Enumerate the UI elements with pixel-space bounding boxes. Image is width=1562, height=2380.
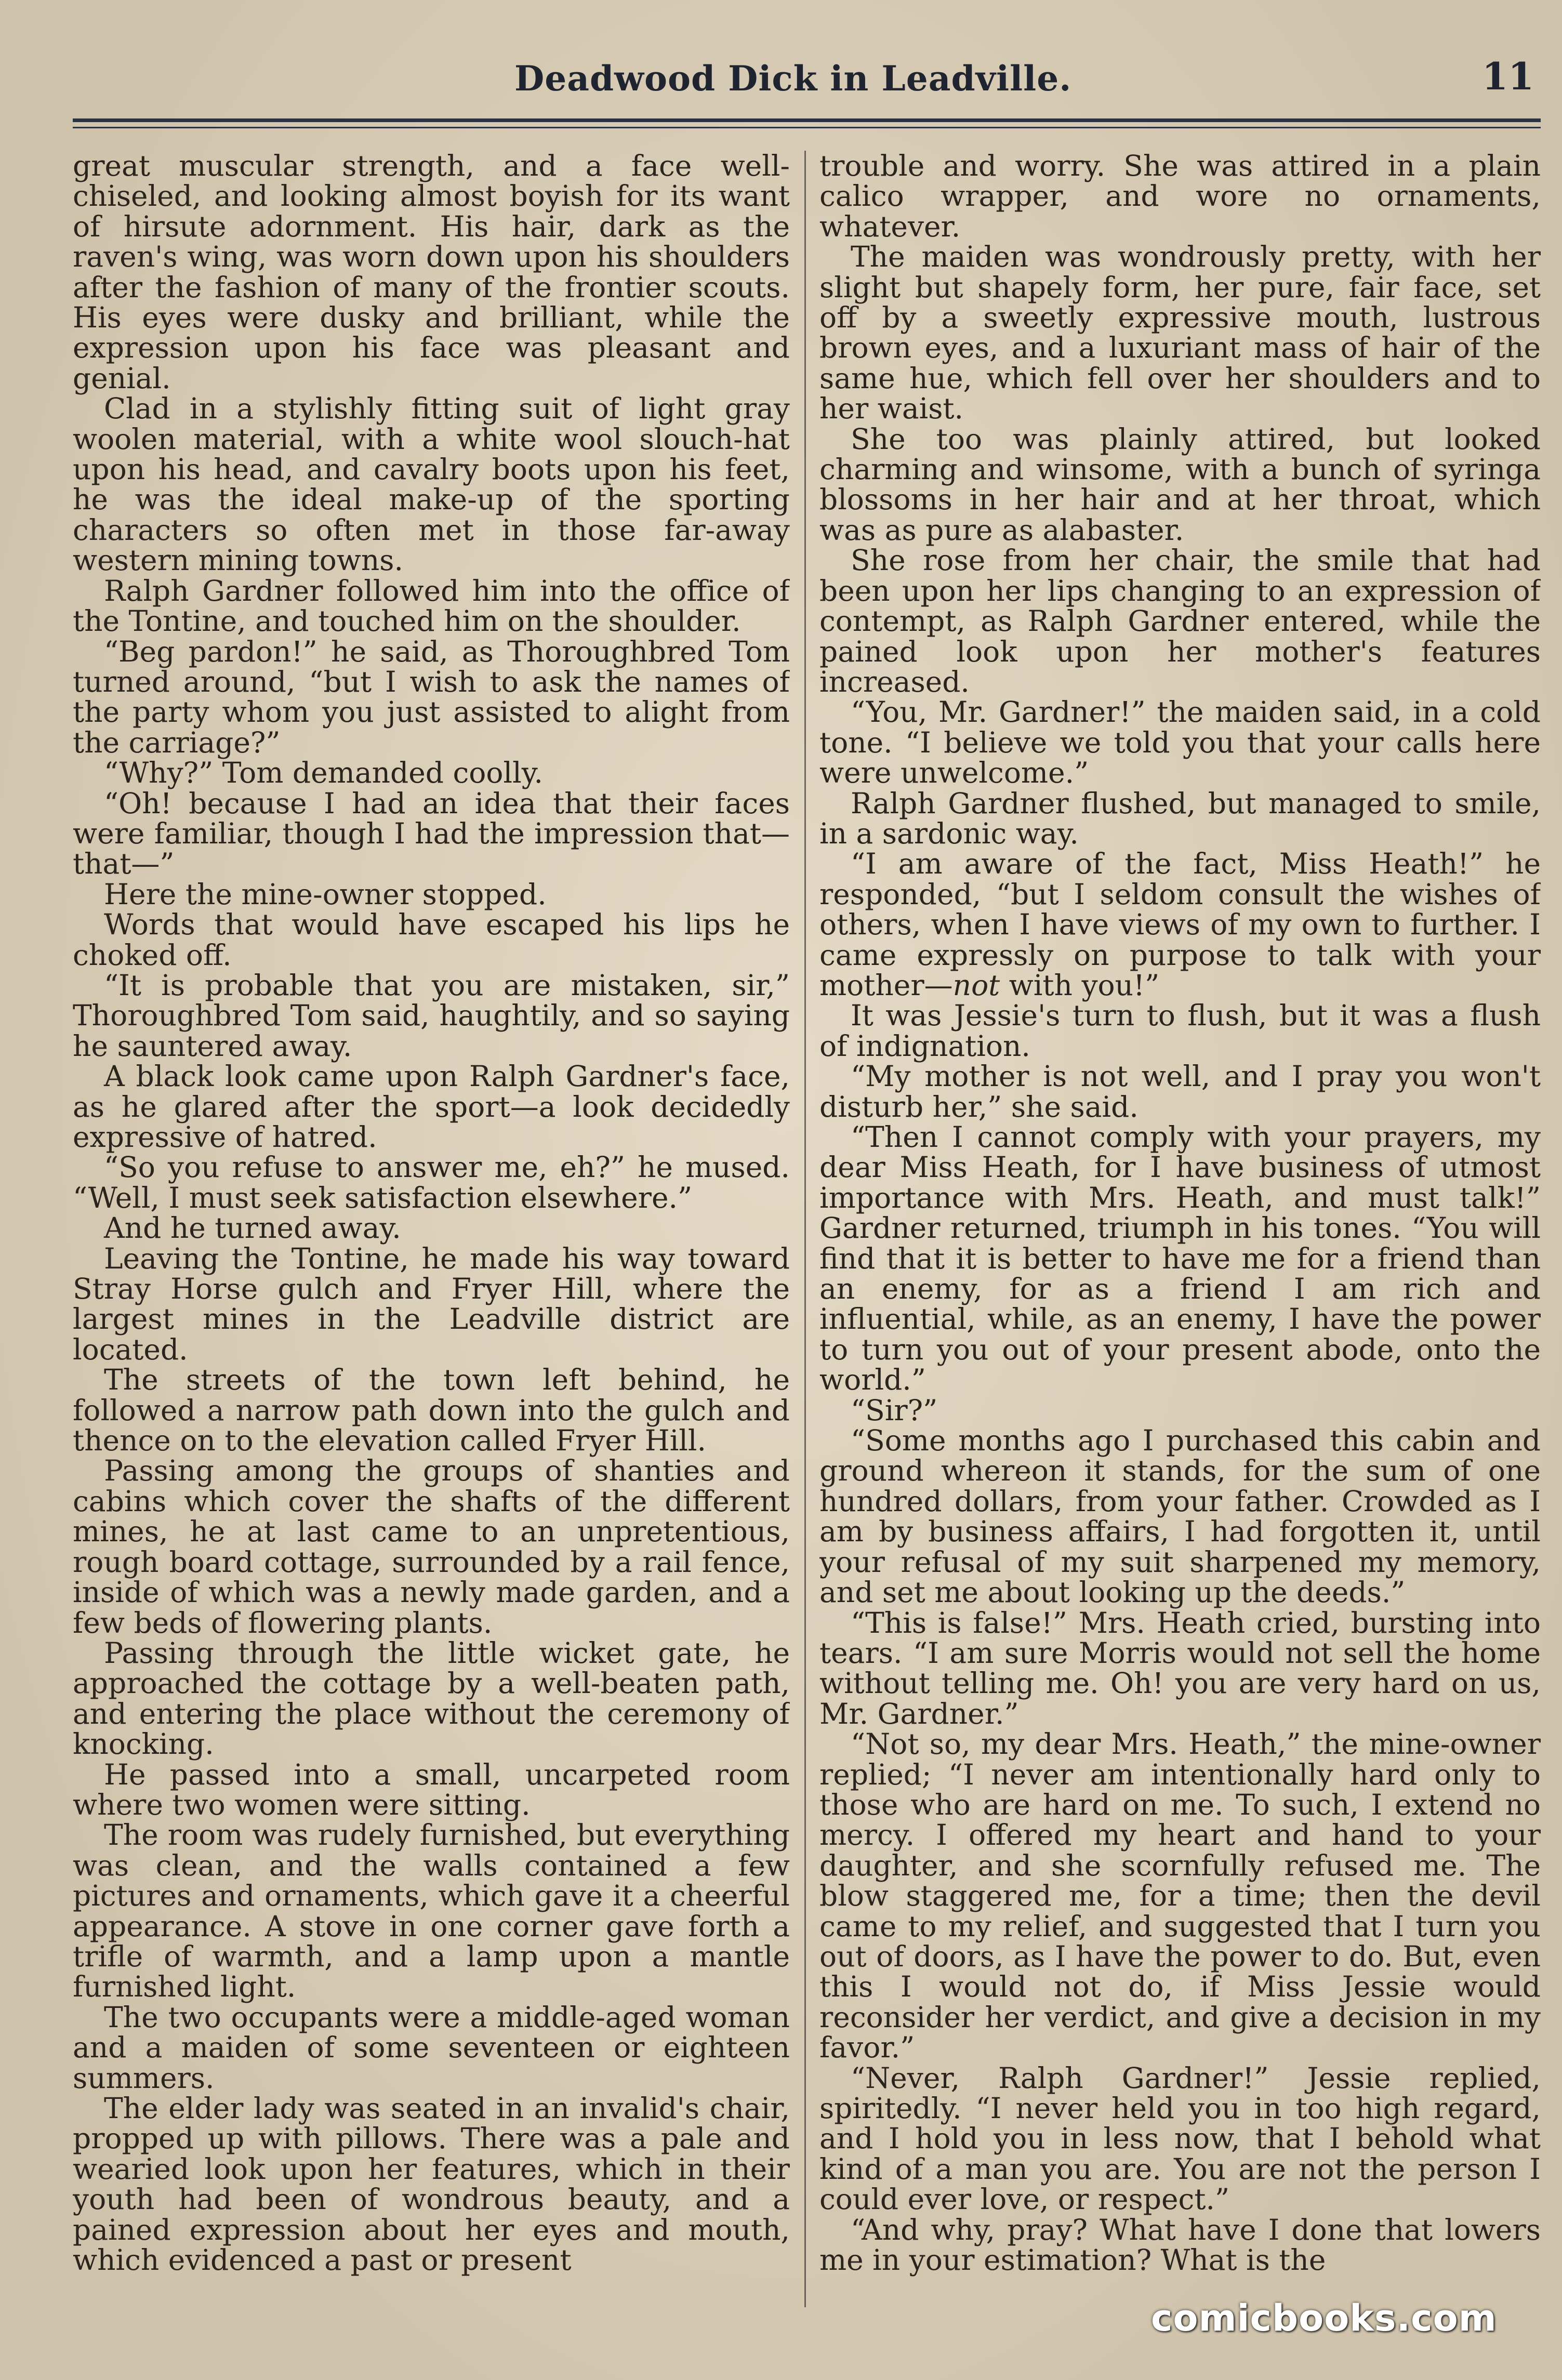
paragraph: She rose from her chair, the smile that had been upon her lips changing to an expression of contempt, as Ralph Gardner entered, while the pained look upon her mother's features increased. <box>819 544 1541 698</box>
paragraph: Words that would have escaped his lips he choked off. <box>73 908 790 972</box>
paragraph: “Not so, my dear Mrs. Heath,” the mine-owner replied; “I never am intentionally hard only to those who are hard on me. To such, I extend no mercy. I offered my heart and hand to your daughter, and she scornfully refused me. The blow staggered me, for a time; then the devil came to my relief, and suggested that I turn you out of doors, as I have the power to do. But, even this I would not do, if Miss Jessie would reconsider her verdict, and give a decision in my favor.” <box>819 1727 1541 2065</box>
paragraph: great muscular strength, and a face well-chiseled, and looking almost boyish for its want of hirsute adornment. His hair, dark as the raven's wing, was worn down upon his shoulders after the fashion of many of the frontier scouts. His eyes were dusky and brilliant, while the expression upon his face was pleasant and genial. <box>73 151 790 395</box>
running-title: Deadwood Dick in Leadville. <box>514 58 1072 99</box>
paragraph: Ralph Gardner flushed, but managed to smile, in a sardonic way. <box>819 786 1541 850</box>
paragraph: “And why, pray? What have I done that lowers me in your estimation? What is the <box>819 2213 1541 2277</box>
paragraph: “Sir?” <box>851 1393 938 1427</box>
paragraph: “Oh! because I had an idea that their faces were familiar, though I had the impression that—that—” <box>73 786 790 881</box>
paragraph: “Some months ago I purchased this cabin and ground whereon it stands, for the sum of one hundred dollars, from your father. Crowded as I am by business affairs, I had forgotten it, until your refusal of my suit sharpened my memory, and set me about looking up the deeds.” <box>819 1424 1541 1609</box>
paragraph: “My mother is not well, and I pray you won't disturb her,” she said. <box>819 1060 1541 1123</box>
left-column <box>73 151 790 2301</box>
column-divider <box>804 151 806 2307</box>
paragraph: The maiden was wondrously pretty, with her slight but shapely form, her pure, fair face, set off by a sweetly expressive mouth, lustrous brown eyes, and a luxuriant mass of hair of the same hue, which fell over her shoulders and to her waist. <box>819 240 1541 426</box>
paragraph: Here the mine-owner stopped. <box>104 877 547 911</box>
paragraph: “I am aware of the fact, Miss Heath!” he responded, “but I seldom consult the wishes of others, when I have views of my own to further. I came expressly on purpose to talk with your mother—not with you!” <box>819 847 1541 1002</box>
paragraph: trouble and worry. She was attired in a plain calico wrapper, and wore no ornaments, whatever. <box>819 151 1541 243</box>
paragraph: The room was rudely furnished, but everything was clean, and the walls contained a few pictures and ornaments, which gave it a cheerful appearance. A stove in one corner gave forth a trifle of warmth, and a lamp upon a mantle furnished light. <box>73 1818 790 2004</box>
paragraph: Leaving the Tontine, he made his way toward Stray Horse gulch and Fryer Hill, where the largest mines in the Leadville district are located. <box>73 1241 790 1366</box>
page-number: 11 <box>1482 54 1534 98</box>
paragraph: The two occupants were a middle-aged woman and a maiden of some seventeen or eighteen summers. <box>73 2000 790 2095</box>
paragraph: She too was plainly attired, but looked charming and winsome, with a bunch of syringa blossoms in her hair and at her throat, which was as pure as alabaster. <box>819 422 1541 547</box>
header-rule-thick <box>73 118 1541 122</box>
paragraph: Passing among the groups of shanties and cabins which cover the shafts of the different mines, he at last came to an unpretentious, rough board cottage, surrounded by a rail fence, inside of which was a newly made garden, and a few beds of flowering plants. <box>73 1454 790 1639</box>
paragraph: “It is probable that you are mistaken, sir,” Thoroughbred Tom said, haughtily, and so saying he sauntered away. <box>73 968 790 1063</box>
paragraph: “You, Mr. Gardner!” the maiden said, in a cold tone. “I believe we told you that your calls here were unwelcome.” <box>819 695 1541 790</box>
paragraph: “Never, Ralph Gardner!” Jessie replied, spiritedly. “I never held you in too high regard, and I hold you in less now, that I behold what kind of a man you are. You are not the person I could ever love, or respect.” <box>819 2061 1541 2216</box>
header-rule-thin <box>73 127 1541 128</box>
watermark-logo: comicbooks.com <box>1151 2297 1497 2339</box>
paragraph: It was Jessie's turn to flush, but it was a flush of indignation. <box>819 999 1541 1063</box>
paragraph: The streets of the town left behind, he followed a narrow path down into the gulch and thence on to the elevation called Fryer Hill. <box>73 1363 790 1458</box>
running-head <box>0 0 1562 125</box>
paragraph: “So you refuse to answer me, eh?” he mused. “Well, I must seek satisfaction elsewhere.” <box>73 1151 790 1214</box>
paragraph: He passed into a small, uncarpeted room where two women were sitting. <box>73 1757 790 1821</box>
paragraph: Passing through the little wicket gate, he approached the cottage by a well-beaten path, and entering the place without the ceremony of knocking. <box>73 1636 790 1761</box>
paragraph: “Why?” Tom demanded coolly. <box>104 756 543 790</box>
paragraph: “Beg pardon!” he said, as Thoroughbred Tom turned around, “but I wish to ask the names of the party whom you just assisted to alight from the carriage?” <box>73 634 790 759</box>
right-column <box>819 151 1541 2301</box>
paragraph: Clad in a stylishly fitting suit of light gray woolen material, with a white wool slouch-hat upon his head, and cavalry boots upon his feet, he was the ideal make-up of the sporting characters so often met in those far-away western mining towns. <box>73 392 790 577</box>
paragraph: And he turned away. <box>104 1211 401 1245</box>
paragraph: “This is false!” Mrs. Heath cried, bursting into tears. “I am sure Morris would not sell the home without telling me. Oh! you are very hard on us, Mr. Gardner.” <box>819 1606 1541 1730</box>
paragraph: Ralph Gardner followed him into the office of the Tontine, and touched him on the shoulder. <box>73 574 790 638</box>
paragraph: “Then I cannot comply with your prayers, my dear Miss Heath, for I have business of utmost importance with Mrs. Heath, and must talk!” Gardner returned, triumph in his tones. “You will find that it is better to have me for a friend than an enemy, for as a friend I am rich and influential, while, as an enemy, I have the power to turn you out of your present abode, onto the world.” <box>819 1120 1541 1397</box>
paragraph: The elder lady was seated in an invalid's chair, propped up with pillows. There was a pale and wearied look upon her features, which in their youth had been of wondrous beauty, and a pained expression about her eyes and mouth, which evidenced a past or present <box>73 2092 790 2277</box>
paragraph: A black look came upon Ralph Gardner's face, as he glared after the sport—a look decidedly expressive of hatred. <box>73 1060 790 1154</box>
